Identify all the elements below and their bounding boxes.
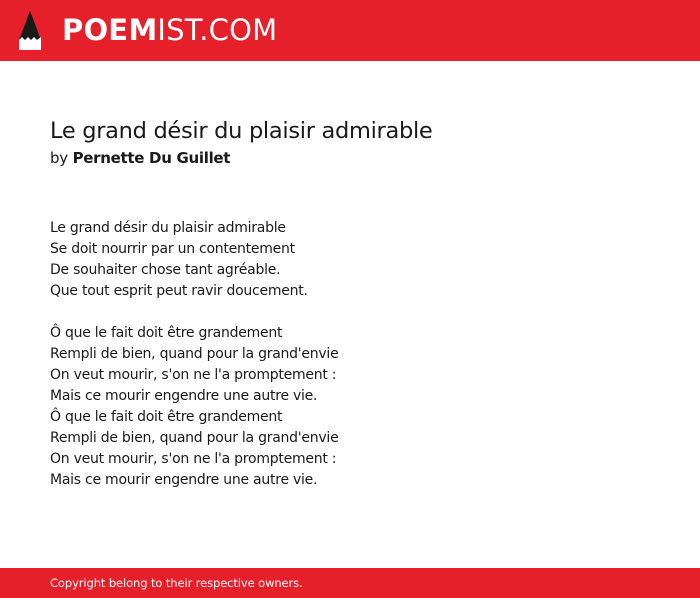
byline-label: by	[50, 149, 68, 167]
site-logo-text	[62, 10, 277, 51]
pencil-tip-icon	[18, 10, 42, 51]
stanza-1	[50, 218, 338, 302]
poem-content	[50, 116, 670, 488]
poem-line: On veut mourir, s'on ne l'a promptement :	[50, 367, 337, 383]
poem-line: Se doit nourrir par un contentement	[50, 241, 295, 257]
poem-line: Ô que le fait doit être grandement	[50, 325, 283, 341]
logo-bold-part: POEM	[62, 13, 158, 47]
logo-light-part: IST.COM	[157, 13, 278, 47]
author-link[interactable]: Pernette Du Guillet	[72, 149, 231, 167]
poem-line: Rempli de bien, quand pour la grand'envie	[50, 430, 339, 446]
poem-line: Que tout esprit peut ravir doucement.	[50, 283, 308, 299]
copyright-text: Copyright belong to their respective owners.	[50, 576, 303, 590]
poem-body	[50, 218, 338, 512]
poem-line: De souhaiter chose tant agréable.	[50, 262, 281, 278]
poem-line: Ô que le fait doit être grandement	[50, 409, 283, 425]
poem-line: On veut mourir, s'on ne l'a promptement :	[50, 451, 337, 467]
site-logo-link[interactable]	[18, 10, 277, 51]
site-footer	[0, 568, 700, 598]
site-header	[0, 0, 700, 61]
poem-line: Mais ce mourir engendre une autre vie.	[50, 388, 318, 404]
poem-byline	[50, 148, 670, 168]
poem-line: Mais ce mourir engendre une autre vie.	[50, 472, 318, 488]
poem-line: Le grand désir du plaisir admirable	[50, 220, 286, 236]
poem-title: Le grand désir du plaisir admirable	[50, 118, 433, 144]
stanza-2	[50, 323, 338, 491]
poem-line: Rempli de bien, quand pour la grand'envie	[50, 346, 339, 362]
